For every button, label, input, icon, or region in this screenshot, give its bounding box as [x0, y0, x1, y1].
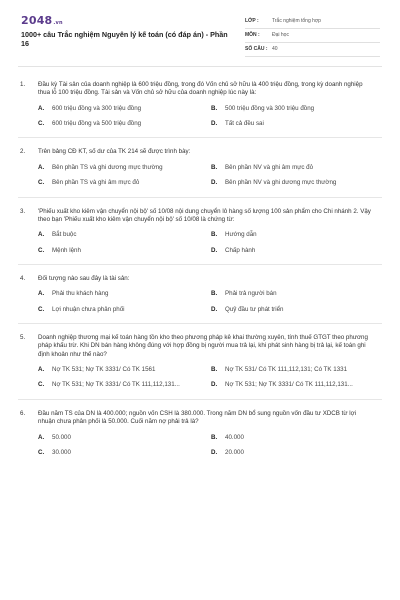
question-text: Đầu năm TS của DN là 400.000; nguồn vốn CSH là 380.000. Trong năm DN bổ sung nguồn vốn đầu tư XDCB từ lợi nhuận chưa phân phối là 50.000. Cuối năm nợ phải trả là? — [38, 409, 357, 426]
option-letter: A. — [38, 366, 45, 374]
meta-label: SỐ CÂU : — [245, 46, 268, 53]
option-text: Bắt buộc — [52, 231, 77, 239]
option-letter: A. — [38, 231, 45, 239]
option-letter: A. — [38, 290, 45, 298]
option-letter: B. — [211, 433, 218, 441]
option-text: Quỹ đầu tư phát triển — [225, 305, 284, 313]
meta-row-subject — [245, 29, 380, 43]
answer-option[interactable] — [38, 231, 211, 239]
question-number: 2. — [20, 148, 26, 156]
meta-value: Trắc nghiệm tổng hợp — [272, 18, 321, 25]
option-text: Bên phần NV và ghi âm mực đỏ — [225, 163, 314, 171]
question-item — [18, 81, 382, 128]
option-text: Nợ TK 531; Nợ TK 3331/ Có TK 1561 — [52, 366, 156, 374]
question-item — [18, 275, 382, 314]
answer-options — [38, 434, 382, 458]
question-text: Doanh nghiệp thương mại kế toán hàng tồn kho theo phương pháp kê khai thường xuyên, tính thuế GTGT theo phương pháp khấu trừ. Khi DN bán hàng không đúng với hợp đồng bị người mua trả lại, khi phát sinh hàng bị trả lại, kế toán ghi định khoản như thế nào? — [38, 334, 368, 358]
option-text: 40.000 — [225, 433, 244, 441]
question-item — [18, 208, 382, 255]
answer-options — [38, 164, 382, 188]
document-header — [18, 0, 382, 67]
option-letter: C. — [38, 448, 45, 456]
option-letter: B. — [211, 290, 218, 298]
option-letter: D. — [211, 305, 218, 313]
question-item — [18, 334, 382, 390]
document-title: 1000+ câu Trắc nghiệm Nguyên lý kế toán (có đáp án) - Phần 16 — [21, 30, 228, 49]
answer-option[interactable] — [211, 306, 384, 314]
logo-text: 2048 — [21, 14, 53, 27]
answer-option[interactable] — [211, 247, 384, 255]
answer-options — [38, 105, 382, 129]
document-meta — [245, 15, 380, 57]
question-divider — [18, 197, 382, 198]
option-text: Bên phần NV và ghi dương mực thường — [225, 179, 337, 187]
option-letter: C. — [38, 120, 45, 128]
question-divider — [18, 264, 382, 265]
question-divider — [18, 399, 382, 400]
option-letter: D. — [211, 448, 218, 456]
answer-option[interactable] — [211, 120, 384, 128]
meta-label: MÔN : — [245, 32, 260, 39]
meta-label: LỚP : — [245, 18, 259, 25]
answer-option[interactable] — [211, 164, 384, 172]
option-text: Mệnh lệnh — [52, 246, 81, 254]
option-letter: C. — [38, 246, 45, 254]
answer-options — [38, 290, 382, 314]
question-number: 1. — [20, 81, 26, 88]
option-letter: D. — [211, 179, 218, 187]
answer-option[interactable] — [38, 290, 211, 298]
option-letter: A. — [38, 104, 45, 112]
question-item — [18, 148, 382, 187]
option-letter: B. — [211, 231, 218, 239]
option-text: 20.000 — [225, 448, 244, 456]
answer-option[interactable] — [211, 179, 384, 187]
answer-option[interactable] — [211, 449, 384, 457]
option-text: 600 triệu đồng và 300 triệu đồng — [52, 104, 142, 112]
option-text: Bên phần TS và ghi dương mực thường — [52, 163, 163, 171]
answer-option[interactable] — [211, 105, 384, 113]
option-text: Tất cả đều sai — [225, 120, 264, 128]
logo-suffix: .vn — [53, 20, 63, 26]
question-item — [18, 410, 382, 457]
meta-row-class — [245, 15, 380, 29]
answer-options — [38, 366, 382, 390]
question-number: 4. — [20, 274, 26, 282]
option-text: 50.000 — [52, 433, 71, 441]
option-letter: A. — [38, 163, 45, 171]
option-letter: D. — [211, 246, 218, 254]
site-logo[interactable] — [21, 14, 63, 29]
option-text: Phải thu khách hàng — [52, 290, 109, 298]
question-number: 3. — [20, 207, 26, 215]
option-letter: C. — [38, 305, 45, 313]
option-letter: C. — [38, 179, 45, 187]
meta-value: Đại học — [272, 32, 289, 39]
question-number: 6. — [20, 409, 26, 417]
meta-row-question-count — [245, 43, 380, 57]
question-text: Đối tượng nào sau đây là tài sản: — [38, 274, 130, 282]
option-letter: D. — [211, 120, 218, 128]
question-divider — [18, 323, 382, 324]
option-letter: A. — [38, 433, 45, 441]
answer-option[interactable] — [211, 366, 384, 374]
option-text: Hướng dẫn — [225, 231, 257, 239]
answer-option[interactable] — [211, 434, 384, 442]
option-text: Nợ TK 531/ Có TK 111,112,131; Có TK 1331 — [225, 366, 348, 374]
answer-option[interactable] — [38, 120, 211, 128]
question-divider — [18, 137, 382, 138]
option-text: 600 triệu đồng và 500 triệu đồng — [52, 120, 142, 128]
answer-option[interactable] — [38, 306, 211, 314]
option-text: Chấp hành — [225, 246, 256, 254]
option-text: Phải trả người bán — [225, 290, 277, 298]
option-text: 30.000 — [52, 448, 71, 456]
answer-option[interactable] — [38, 449, 211, 457]
answer-option[interactable] — [38, 381, 211, 389]
option-letter: B. — [211, 104, 218, 112]
answer-option[interactable] — [38, 434, 211, 442]
answer-option[interactable] — [38, 179, 211, 187]
answer-option[interactable] — [38, 366, 211, 374]
meta-value: 40 — [272, 46, 278, 53]
option-letter: B. — [211, 163, 218, 171]
answer-options — [38, 231, 382, 255]
option-letter: D. — [211, 381, 218, 389]
answer-option[interactable] — [38, 164, 211, 172]
option-text: Bên phần TS và ghi âm mực đỏ — [52, 179, 140, 187]
question-number: 5. — [20, 334, 26, 342]
option-text: Nợ TK 531; Nợ TK 3331/ Có TK 111,112,131... — [225, 381, 353, 389]
option-text: Lợi nhuận chưa phân phối — [52, 305, 125, 313]
answer-option[interactable] — [38, 247, 211, 255]
option-text: 500 triệu đồng và 300 triệu đồng — [225, 104, 315, 112]
answer-option[interactable] — [38, 105, 211, 113]
answer-option[interactable] — [211, 231, 384, 239]
answer-option[interactable] — [211, 290, 384, 298]
question-text: 'Phiếu xuất kho kiêm vận chuyển nội bộ' số 10/08 nội dung chuyển lô hàng số lượng 100 sản phẩm cho Chi nhánh 2. Vậy theo bạn 'Phiếu xuất kho kiêm vận chuyển nội bộ' số 10/08 là chứng từ: — [38, 207, 371, 223]
question-list — [18, 67, 382, 457]
option-text: Nợ TK 531; Nợ TK 3331/ Có TK 111,112,131... — [52, 381, 180, 389]
answer-option[interactable] — [211, 381, 384, 389]
option-letter: C. — [38, 381, 45, 389]
option-letter: B. — [211, 366, 218, 374]
question-text: Đầu kỳ Tài sản của doanh nghiệp là 600 triệu đồng, trong đó Vốn chủ sở hữu là 400 triệu đồng, trong kỳ doanh nghiệp thua lỗ 100 triệu đồng. Tài sản và Vốn chủ sở hữu của doanh nghiệp lúc này là: — [38, 81, 363, 97]
question-text: Trên bảng CĐ KT, số dư của TK 214 sẽ được trình bày: — [38, 148, 191, 156]
